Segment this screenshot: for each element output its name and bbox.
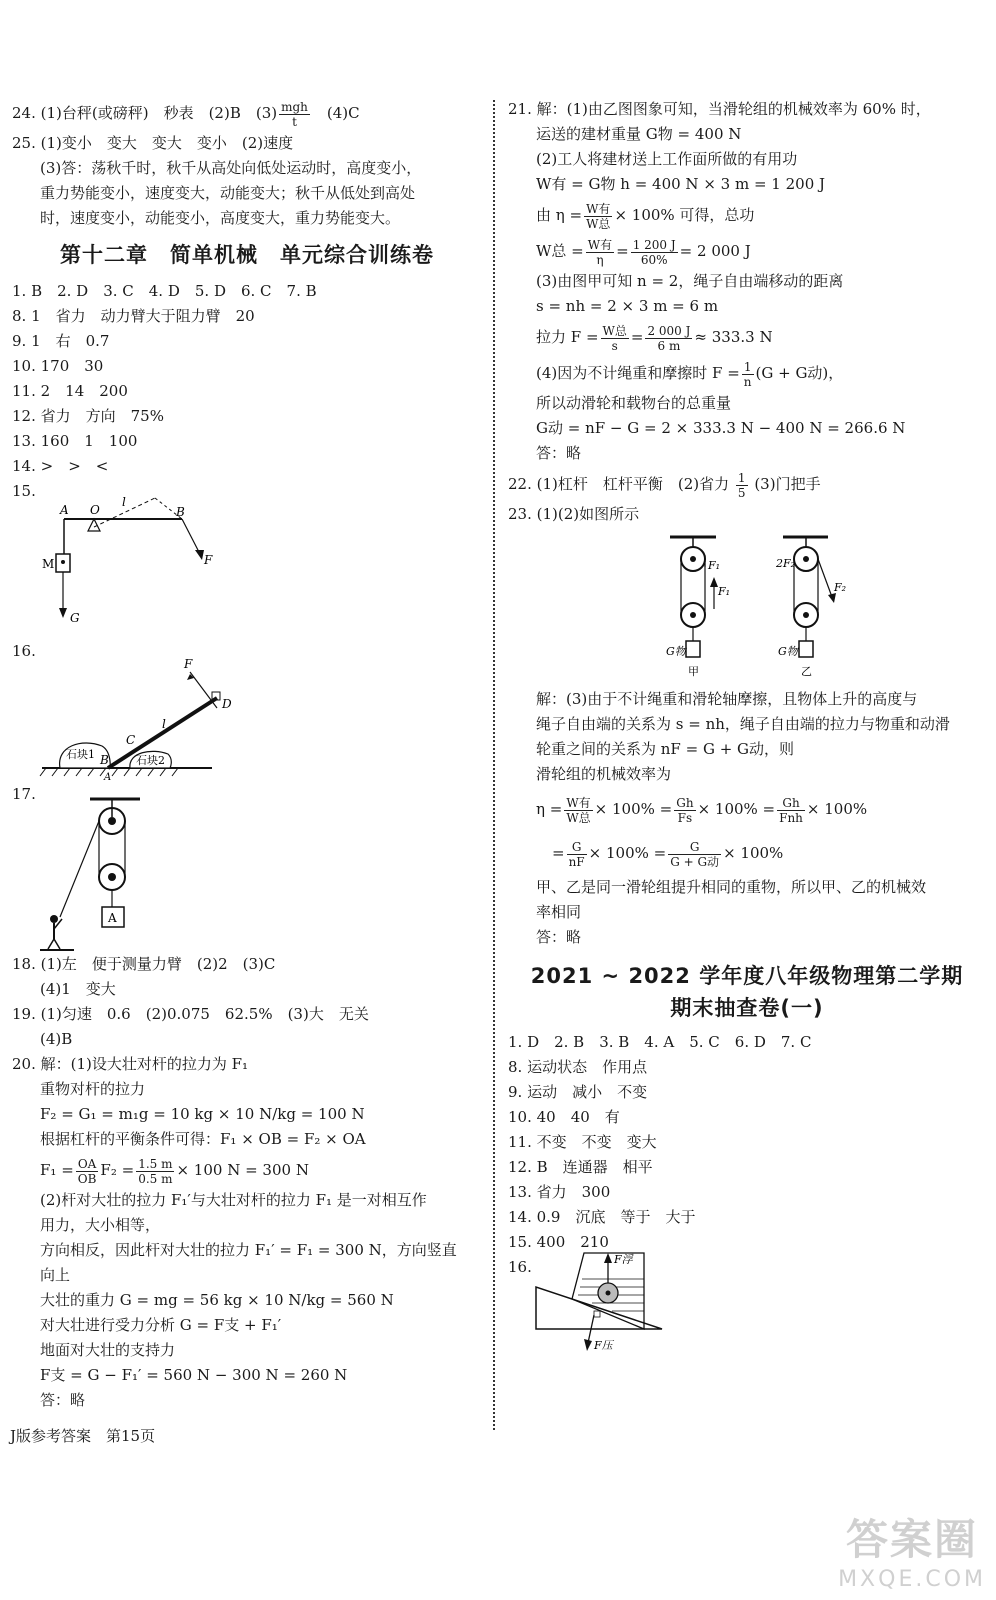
label-rock2: 石块2 — [136, 754, 165, 767]
label-A: A — [104, 772, 112, 783]
answer-10: 10. 170 30 — [12, 357, 104, 375]
answer-text: 绳子自由端的关系为 s = nh，绳子自由端的拉力与物重和动滑 — [536, 715, 950, 733]
answer-9: 9. 1 右 0.7 — [12, 332, 110, 350]
label-l: l — [122, 495, 126, 509]
answer-21: 21. 解：(1)由乙图图象可知，当滑轮组的机械效率为 60% 时， — [508, 100, 931, 118]
formula: 由 η = $\frac{\text{W有}}{\text{W总}}$ × 100% 可得，总功 — [536, 201, 755, 231]
answer-1-7: 1. B 2. D 3. C 4. D 5. D 6. C 7. B — [12, 282, 317, 300]
label-B: B — [176, 505, 185, 519]
page-footer: J版参考答案 第15页 — [10, 1427, 156, 1445]
lever-diagram-15 — [12, 495, 252, 639]
label-A: A — [108, 911, 117, 925]
pulley-diagram-17 — [12, 807, 252, 952]
formula: 大壮的重力 G = mg = 56 kg × 10 N/kg = 560 N — [40, 1291, 394, 1309]
label-F1: F₁ — [718, 585, 731, 598]
fraction: $\frac{2 000 J}{6 m}$ — [647, 323, 691, 353]
formula-efficiency: η = $\frac{\text{W有}}{\text{W总}}$ × 100% = $\frac{Gh}{Fs}$ × 100% = $\frac{Gh}{\text{Fnh}}$ × 100% — [536, 795, 868, 825]
label-yi: 乙 — [801, 665, 812, 678]
answer-14: 14. > > < — [12, 457, 109, 475]
answer-text: 地面对大壮的支持力 — [40, 1341, 176, 1359]
left-column — [12, 95, 482, 1413]
label-jia: 甲 — [688, 665, 699, 678]
answer-15: 15. — [12, 482, 36, 500]
fraction: $\frac{1 200 J}{60\%}$ — [632, 237, 676, 267]
label-G-yi: G物 — [778, 645, 798, 658]
formula: G动 = nF − G = 2 × 333.3 N − 400 N = 266.6 N — [536, 419, 906, 437]
label-B: B — [100, 753, 109, 767]
watermark-logo: 答案圈 — [846, 1515, 979, 1564]
formula: F₂ = G₁ = m₁g = 10 kg × 10 N/kg = 100 N — [40, 1105, 365, 1123]
label-2F2: 2F₂ — [776, 557, 796, 570]
answer-text: 率相同 — [536, 903, 582, 921]
answer-text: (4)1 变大 — [40, 980, 116, 998]
answer-text: (4)B — [40, 1030, 73, 1048]
answer-text: 甲、乙是同一滑轮组提升相同的重物，所以甲、乙的机械效 — [536, 878, 927, 896]
answer-b-16-block — [508, 1255, 986, 1365]
label-A: A — [60, 503, 69, 517]
answer-23: 23. (1)(2)如图所示 — [508, 505, 640, 523]
answer-b-8: 8. 运动状态 作用点 — [508, 1058, 648, 1076]
answer-text: (2)杆对大壮的拉力 F₁′与大壮对杆的拉力 F₁ 是一对相互作 — [40, 1191, 427, 1209]
answer-b-11: 11. 不变 不变 变大 — [508, 1133, 657, 1151]
answer-b-15: 15. 400 210 — [508, 1233, 609, 1251]
label-rock1: 石块1 — [66, 748, 95, 761]
fraction: $\frac{G}{\text{G + G动}}$ — [670, 839, 720, 869]
answer-b-9: 9. 运动 减小 不变 — [508, 1083, 648, 1101]
answer-24: 24. (1)台秤(或磅秤) 秒表 (2)B (3) $\frac{\text{mgh}}{t}$ (4)C — [12, 99, 360, 129]
fraction: $\frac{OA}{OB}$ — [77, 1156, 97, 1186]
answer-12: 12. 省力 方向 75% — [12, 407, 164, 425]
answer-17: 17. — [12, 785, 36, 803]
exam-title: 2021 ~ 2022 学年度八年级物理第二学期 — [530, 964, 964, 988]
answer-16: 16. — [12, 642, 36, 660]
label-F-float: F浮 — [614, 1253, 633, 1266]
right-column — [508, 97, 986, 1365]
answer-text: 所以动滑轮和载物台的总重量 — [536, 394, 732, 412]
answer-text: 解：(3)由于不计绳重和滑轮轴摩擦，且物体上升的高度与 — [536, 690, 918, 708]
answer-8: 8. 1 省力 动力臂大于阻力臂 20 — [12, 307, 255, 325]
fraction: $\frac{\text{W有}}{\text{W总}}$ — [566, 795, 591, 825]
formula: F支 = G − F₁′ = 560 N − 300 N = 260 N — [40, 1366, 348, 1384]
formula: F₁ = $\frac{OA}{OB}$ F₂ = $\frac{1.5 m}{0.5 m}$ × 100 N = 300 N — [40, 1156, 309, 1186]
answer-b-14: 14. 0.9 沉底 等于 大于 — [508, 1208, 696, 1226]
fraction: $\frac{1}{n}$ — [743, 359, 752, 389]
answer-b-10: 10. 40 40 有 — [508, 1108, 620, 1126]
formula: W有 = G物 h = 400 N × 3 m = 1 200 J — [536, 175, 826, 193]
answer-text: 重物对杆的拉力 — [40, 1080, 146, 1098]
answer-text: 答：略 — [536, 928, 582, 946]
answer-b-1-7: 1. D 2. B 3. B 4. A 5. C 6. D 7. C — [508, 1033, 812, 1051]
fraction: $\frac{\text{W有}}{\text{W总}}$ — [586, 201, 611, 231]
label-F1-top: F₁ — [708, 559, 721, 572]
label-C: C — [126, 733, 136, 747]
answer-text: (3)由图甲可知 n = 2，绳子自由端移动的距离 — [536, 272, 844, 290]
exam-subtitle: 期末抽查卷(一) — [670, 996, 824, 1020]
label-D: D — [222, 697, 232, 711]
fraction: $\frac{\text{W有}}{\eta}$ — [587, 237, 613, 267]
answer-13: 13. 160 1 100 — [12, 432, 138, 450]
answer-text: 向上 — [40, 1266, 71, 1284]
answer-text: 方向相反，因此杆对大壮的拉力 F₁′ = F₁ = 300 N，方向竖直 — [40, 1241, 457, 1259]
label-G-jia: G物 — [666, 645, 686, 658]
answer-25: 25. (1)变小 变大 变大 变小 (2)速度 — [12, 134, 294, 152]
label-F: F — [184, 657, 193, 671]
answer-22: 22. (1)杠杆 杠杆平衡 (2)省力 $\frac{1}{5}$ (3)门把手 — [508, 470, 821, 500]
answer-19: 19. (1)匀速 0.6 (2)0.075 62.5% (3)大 无关 — [12, 1005, 369, 1023]
label-G: G — [70, 611, 80, 625]
answer-b-16: 16. — [508, 1258, 532, 1276]
column-divider — [493, 100, 495, 1430]
answer-text: 重力势能变小，速度变大，动能变大；秋千从低处到高处 — [40, 184, 416, 202]
formula: (4)因为不计绳重和摩擦时 F = $\frac{1}{n}$ (G + G动)， — [536, 359, 844, 389]
answer-text: 答：略 — [40, 1391, 86, 1409]
answer-text: (3)答：荡秋千时，秋千从高处向低处运动时，高度变小， — [40, 159, 422, 177]
answer-text: 运送的建材重量 G物 = 400 N — [536, 125, 742, 143]
fraction: $\frac{Gh}{Fs}$ — [676, 795, 694, 825]
formula: W总 = $\frac{\text{W有}}{\eta}$ = $\frac{1 200 J}{60\%}$ = 2 000 J — [536, 237, 751, 267]
fraction: $\frac{Gh}{\text{Fnh}}$ — [779, 795, 803, 825]
answer-text: 时，速度变小，动能变小，高度变大，重力势能变大。 — [40, 209, 401, 227]
label-F2: F₂ — [834, 581, 847, 594]
answer-b-13: 13. 省力 300 — [508, 1183, 611, 1201]
fraction: $\frac{1}{5}$ — [737, 470, 746, 500]
pulley-diagrams-23 — [508, 527, 978, 687]
answer-text: 用力，大小相等， — [40, 1216, 161, 1234]
buoyancy-diagram-16 — [532, 1249, 732, 1359]
answer-text: (2)工人将建材送上工作面所做的有用功 — [536, 150, 798, 168]
chapter-title: 第十二章 简单机械 单元综合训练卷 — [60, 243, 434, 267]
formula-efficiency: = $\frac{G}{nF}$ × 100% = $\frac{G}{\text{G + G动}}$ × 100% — [552, 839, 784, 869]
fraction: $\frac{1.5 m}{0.5 m}$ — [138, 1156, 173, 1186]
fraction: $\frac{G}{nF}$ — [568, 839, 585, 869]
formula: 根据杠杆的平衡条件可得：F₁ × OB = F₂ × OA — [40, 1130, 366, 1148]
lever-diagram-16 — [12, 657, 252, 783]
answer-18: 18. (1)左 便于测量力臂 (2)2 (3)C — [12, 955, 276, 973]
formula: 对大壮进行受力分析 G = F支 + F₁′ — [40, 1316, 282, 1334]
watermark — [838, 1507, 986, 1592]
label-O: O — [90, 503, 100, 517]
answer-20: 20. 解：(1)设大壮对杆的拉力为 F₁ — [12, 1055, 249, 1073]
answer-b-12: 12. B 连通器 相平 — [508, 1158, 653, 1176]
formula: 拉力 F = $\frac{\text{W总}}{s}$ = $\frac{2 000 J}{6 m}$ ≈ 333.3 N — [536, 323, 773, 353]
answer-text: 轮重之间的关系为 nF = G + G动，则 — [536, 740, 795, 758]
answer-text: 滑轮组的机械效率为 — [536, 765, 672, 783]
fraction: $\frac{\text{mgh}}{t}$ — [281, 99, 308, 129]
answer-text: 答：略 — [536, 444, 582, 462]
label-F: F — [204, 553, 213, 567]
watermark-url: MXQE.COM — [838, 1567, 986, 1592]
label-M: M — [42, 557, 55, 571]
fraction: $\frac{\text{W总}}{s}$ — [602, 323, 627, 353]
label-F-press: F压 — [594, 1339, 613, 1352]
answer-11: 11. 2 14 200 — [12, 382, 128, 400]
formula: s = nh = 2 × 3 m = 6 m — [536, 297, 719, 315]
label-l: l — [162, 717, 166, 731]
